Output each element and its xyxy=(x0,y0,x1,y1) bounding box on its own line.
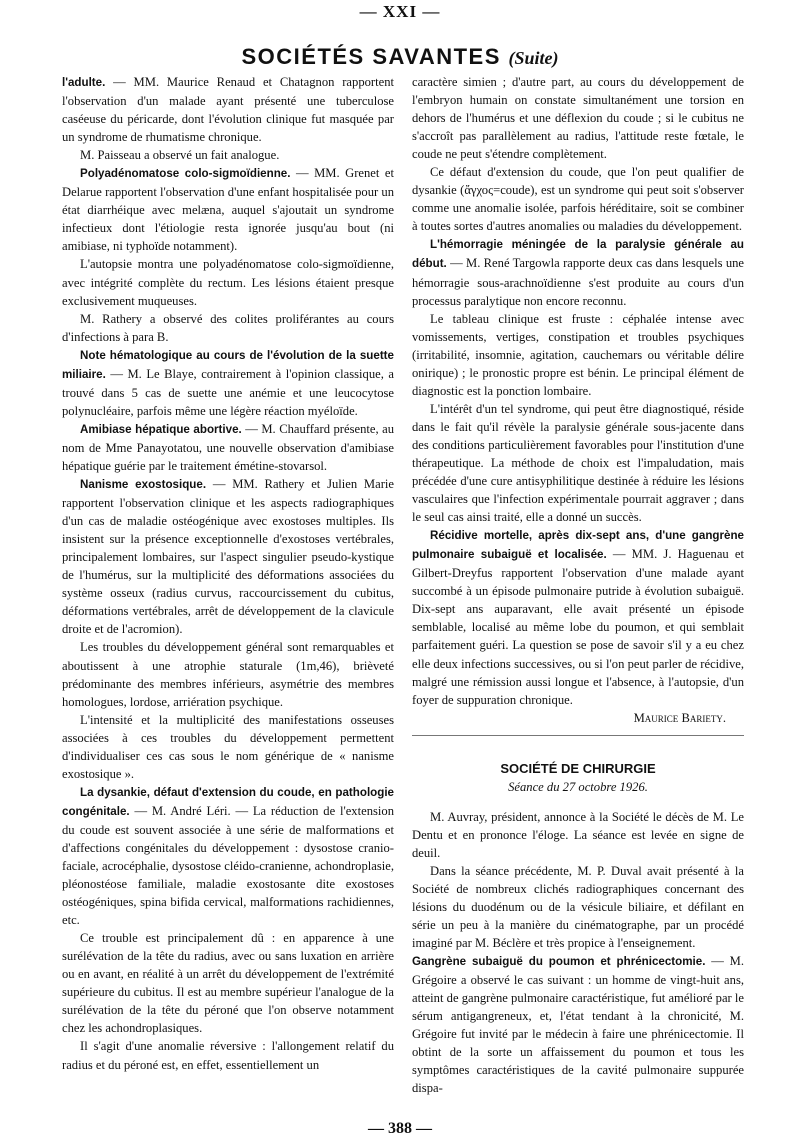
paragraph: Ce défaut d'extension du coude, que l'on peut qualifier de dysankie (ἄγχος=coude), est un syndrome qui peut soit s'observer comme une anomalie isolée, parfois héréditaire, soit se combiner à toutes sortes d'autres anomalies ou maladies du développement. xyxy=(412,165,744,234)
page-number: — 388 — xyxy=(368,1120,432,1137)
paragraph-heading: Nanisme exostosique. xyxy=(80,478,207,492)
paragraph: Polyadénomatose colo-sigmoïdienne. — MM. Grenet et Delarue rapportent l'observation d'une enfant hospitalisée pour un état diarrhéique avec melæna, auquel s'ajoutait un syndrome infectieux dont l'étiologie resta ignorée jusqu'au bout (ni amibiase, ni typhoïde notamment). xyxy=(62,166,394,254)
section-divider xyxy=(412,735,744,736)
paragraph: Le tableau clinique est fruste : céphalée intense avec vomissements, vertiges, constipation et troubles psychiques (irritabilité, insomnie, agitation, cauchemars ou véritable délire onirique) ; le pronostic propre est bénin. Le principal élément de diagnostic est la ponction lombaire. xyxy=(412,311,744,398)
paragraph-heading: Polyadénomatose colo-sigmoïdienne. xyxy=(80,167,291,181)
paragraph: Il s'agit d'une anomalie réversive : l'allongement relatif du radius et du péroné est, en effet, essentiellement un xyxy=(62,1039,394,1072)
title-text: SOCIÉTÉS SAVANTES xyxy=(241,44,501,69)
paragraph: M. Paisseau a observé un fait analogue. xyxy=(80,148,280,163)
paragraph-heading: Récidive mortelle, après dix-sept ans, d'une gangrène pulmonaire subaiguë et localisée. xyxy=(412,529,744,562)
paragraph: Amibiase hépatique abortive. — M. Chauffard présente, au nom de Mme Panayotatou, une nouvelle observation d'amibiase hépatique guérie par le traitement émétine-stovarsol. xyxy=(62,421,394,473)
paragraph: L'intensité et la multiplicité des manifestations osseuses associées à ces troubles du développement permettent d'individualiser ces cas sous le nom générique de « nanisme exostosique ». xyxy=(62,712,394,781)
section-title: SOCIÉTÉ DE CHIRURGIE xyxy=(500,760,656,776)
paragraph: L'autopsie montra une polyadénomatose colo-sigmoïdienne, avec intégrité complète du rectum. Les lésions étaient presque exclusivement muqueuses. xyxy=(62,257,394,308)
paragraph-heading: l'adulte. xyxy=(62,76,106,89)
section-date: Séance du 27 octobre 1926. xyxy=(508,779,648,794)
page-title xyxy=(0,44,800,70)
author-signature: Maurice Bariety. xyxy=(633,710,726,725)
paragraph-heading: L'hémorragie méningée de la paralysie générale au début. xyxy=(412,238,744,271)
page-folio: — XXI — xyxy=(359,2,441,21)
paragraph: Nanisme exostosique. — MM. Rathery et Julien Marie rapportent l'observation clinique et les aspects radiographiques d'un cas de maladie ostéogénique avec exostoses multiples. Ils insistent sur la présence exceptionnelle d'exostoses vertébrales, principalement lombaires, sur l'aspect singulier pseudo-kystique de l'humérus, sur la multiplicité des déformations associées du système osseux (radius curvus, raccourcissement du cubitus, déformations vertébrales, arrêt de développement de la clavicule droite et de l'acromion). xyxy=(62,477,395,637)
paragraph: Ce trouble est principalement dû : en apparence à une surélévation de la tête du radius, avec ou sans luxation en arrière ou en avant, en réalité à un arrêt du développement de l'extrémité supérieure du cubitus. Il est au membre supérieur l'analogue de la surélévation de la tête du péroné que l'on observe notamment chez les achondroplasiques. xyxy=(62,931,394,1036)
paragraph: L'intérêt d'un tel syndrome, qui peut être diagnostiqué, réside dans le fait qu'il révèle la paralysie générale sous-jacente dans des conditions particulièrement favorables pour l'institution d'une thérapeutique. La méthode de choix est l'impaludation, mais précédée d'une cure antisyphilitique destinée à réduire les lésions vasculaires que l'infection expérimentale pourrait aggraver ; dans le seul cas ainsi traité, elle a donné un succès. xyxy=(412,401,744,525)
paragraph: La dysankie, défaut d'extension du coude, en pathologie congénitale. — M. André Léri. — La réduction de l'extension du coude est souvent associée à une série de malformations et d'affections congénitales du développement : dysostose cranio-faciale, acrocéphalie, dysostose cléido-cranienne, achondroplasie, pléonostéose familiale, maladie exostosante dite exostoses ostéogéniques, spina bifida cervical, malformations rachidiennes, etc. xyxy=(62,785,394,928)
paragraph: M. Auvray, président, annonce à la Société le décès de M. Le Dentu et en prononce l'éloge. La séance est levée en signe de deuil. xyxy=(412,809,744,860)
paragraph-heading: Note hématologique au cours de l'évolution de la suette miliaire. xyxy=(62,348,394,381)
paragraph: Dans la séance précédente, M. P. Duval avait présenté à la Société de nombreux clichés radiographiques concernant des lésions du duodénum ou de la vésicule biliaire, et défilant en série un peu à la manière du cinématographe, par un procédé imaginé par M. Béclère et très propice à l'enseignement. xyxy=(412,863,744,951)
paragraph-heading: Gangrène subaiguë du poumon et phrénicectomie. xyxy=(412,955,706,969)
left-column xyxy=(62,73,394,1074)
paragraph: Récidive mortelle, après dix-sept ans, d'une gangrène pulmonaire subaiguë et localisée. — MM. J. Haguenau et Gilbert-Dreyfus rapportent l'observation d'une malade ayant succombé à un épisode pulmonaire putride à évolution subaiguë. Dix-sept ans auparavant, elle avait présenté un épisode semblable, localisé au même lobe du poumon, et qui semblait parfaitement guéri. La question se pose de savoir s'il y a eu chez elle deux infections successives, ou si l'on peut parler de récidive, malgré une rémission aussi longue et l'absence, à l'autopsie, d'un foyer de suppuration chronique. xyxy=(412,529,744,707)
title-suite: (Suite) xyxy=(508,48,559,68)
paragraph: M. Rathery a observé des colites proliférantes au cours d'infections à para B. xyxy=(62,311,394,344)
paragraph: caractère simien ; d'autre part, au cours du développement de l'embryon humain on constate simultanément une torsion en dehors de l'humérus et une déflexion du coude ; si le cubitus ne s'accroît pas parallèlement au radius, l'attitude reste fœtale, le coude ne peut s'étendre complètement. xyxy=(412,75,744,162)
paragraph: Gangrène subaiguë du poumon et phrénicectomie. — M. Grégoire a observé le cas suivant : un homme de vingt-huit ans, atteint de gangrène pulmonaire caractéristique, fut amélioré par le sérum antigangreneux, et, l'état tendant à la chronicité, M. Grégoire fut invité par le médecin à faire une phrénicectomie. Il obtint de la sorte un affaissement du poumon et tous les symptômes caractéristiques de la cavité pulmonaire suppurée dispa- xyxy=(412,954,744,1096)
paragraph: l'adulte. — MM. Maurice Renaud et Chatagnon rapportent l'observation d'un malade ayant présenté une tuberculose caséeuse du péricarde, dont l'évolution clinique fut masquée par un syndrome de rhumatisme chronique. xyxy=(62,75,394,145)
paragraph-heading: La dysankie, défaut d'extension du coude, en pathologie congénitale. xyxy=(62,785,394,818)
right-column xyxy=(412,73,744,1098)
paragraph: Les troubles du développement général sont remarquables et aboutissent à une atrophie staturale (1m,46), brièveté prédominante des membres inférieurs, asymétrie des membres homologues, lordose, arriération psychique. xyxy=(62,640,394,709)
paragraph: Note hématologique au cours de l'évolution de la suette miliaire. — M. Le Blaye, contrairement à l'opinion classique, a trouvé dans 5 cas de suette une anémie et une leucocytose polynucléaire, parfois même une légère réaction myéloïde. xyxy=(62,348,394,418)
paragraph: L'hémorragie méningée de la paralysie générale au début. — M. René Targowla rapporte deux cas dans lesquels une hémorragie sous-arachnoïdienne s'est produite au cours d'un processus paralytique non encore reconnu. xyxy=(412,238,744,308)
paragraph-heading: Amibiase hépatique abortive. xyxy=(80,422,242,436)
